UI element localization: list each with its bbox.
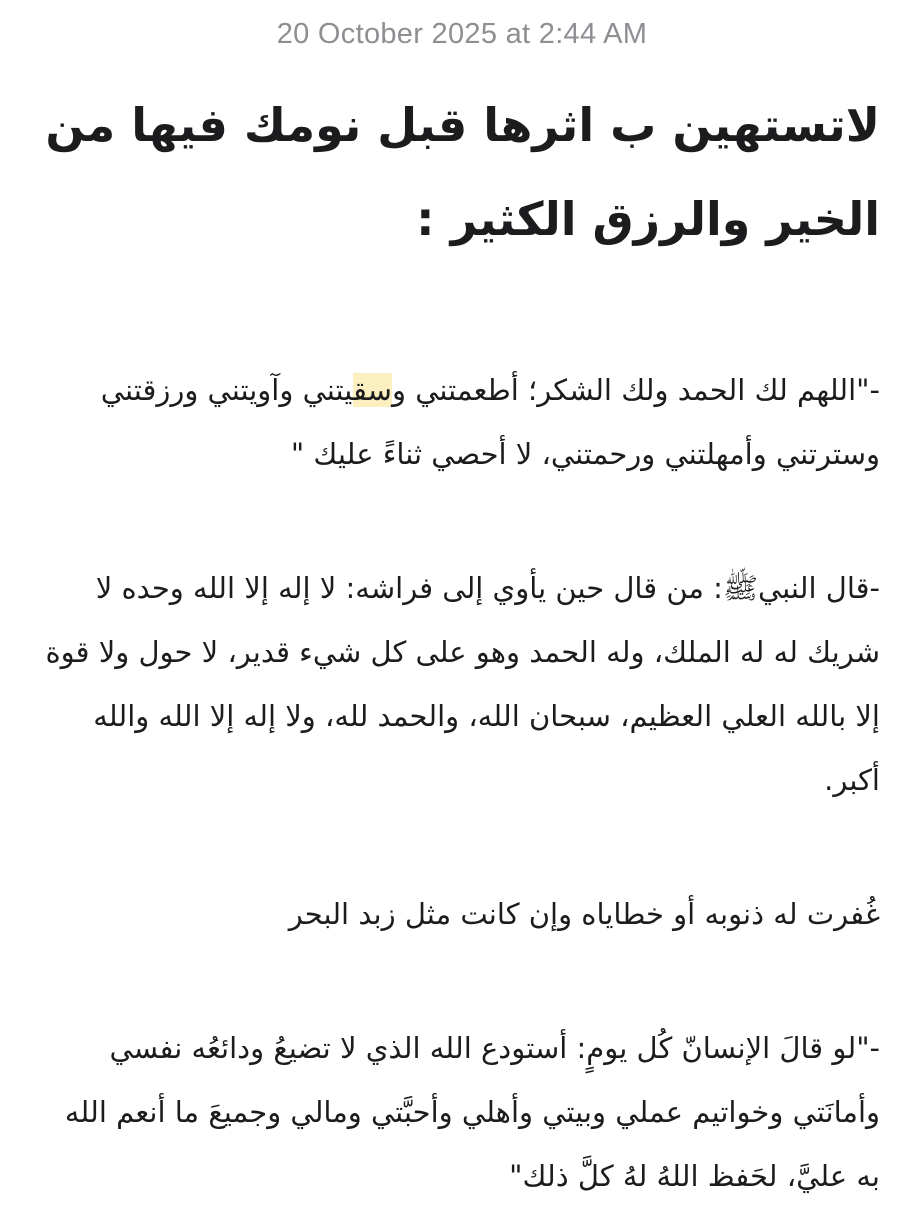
paragraph-1-text-start: -"اللهم لك الحمد ولك الشكر؛ أطعمتني و bbox=[391, 373, 880, 407]
note-paragraph-3: غُفرت له ذنوبه أو خطاياه وإن كانت مثل زبد البحر bbox=[288, 897, 880, 931]
note-paragraph-4: -"لو قالَ الإنسانّ كُل يومٍ: أستودع الله الذي لا تضيعُ ودائعُه نفسي وأمانَتي وخواتيم عملي وبيتي وأهلي وأحبَّتي ومالي وجميعَ ما أنعم الله به عليَّ، لحَفظ اللهُ لهُ كلَّ ذلك" bbox=[55, 1031, 880, 1193]
note-timestamp: 20 October 2025 at 2:44 AM bbox=[276, 18, 648, 50]
paragraph-1-text-end: يتني وآويتني ورزقتني وسترتني وأمهلتني ورحمتني، لا أحصي ثناءً عليك " bbox=[91, 373, 880, 471]
highlighted-text: سق bbox=[353, 373, 392, 407]
note-title: لاتستهين ب اثرها قبل نومك فيها من الخير والرزق الكثير : bbox=[45, 98, 880, 246]
note-paragraph-1 bbox=[40, 358, 880, 486]
note-paragraph-2: -قال النبيﷺ: من قال حين يأوي إلى فراشه: لا إله إلا الله وحده لا شريك له له الملك، وله الحمد وهو على كل شيء قدير، لا حول ولا قوة إلا بالله العلي العظيم، سبحان الله، والحمد لله، ولا إله إلا الله والله أكبر. bbox=[36, 571, 880, 797]
note-body[interactable] bbox=[36, 78, 880, 1208]
